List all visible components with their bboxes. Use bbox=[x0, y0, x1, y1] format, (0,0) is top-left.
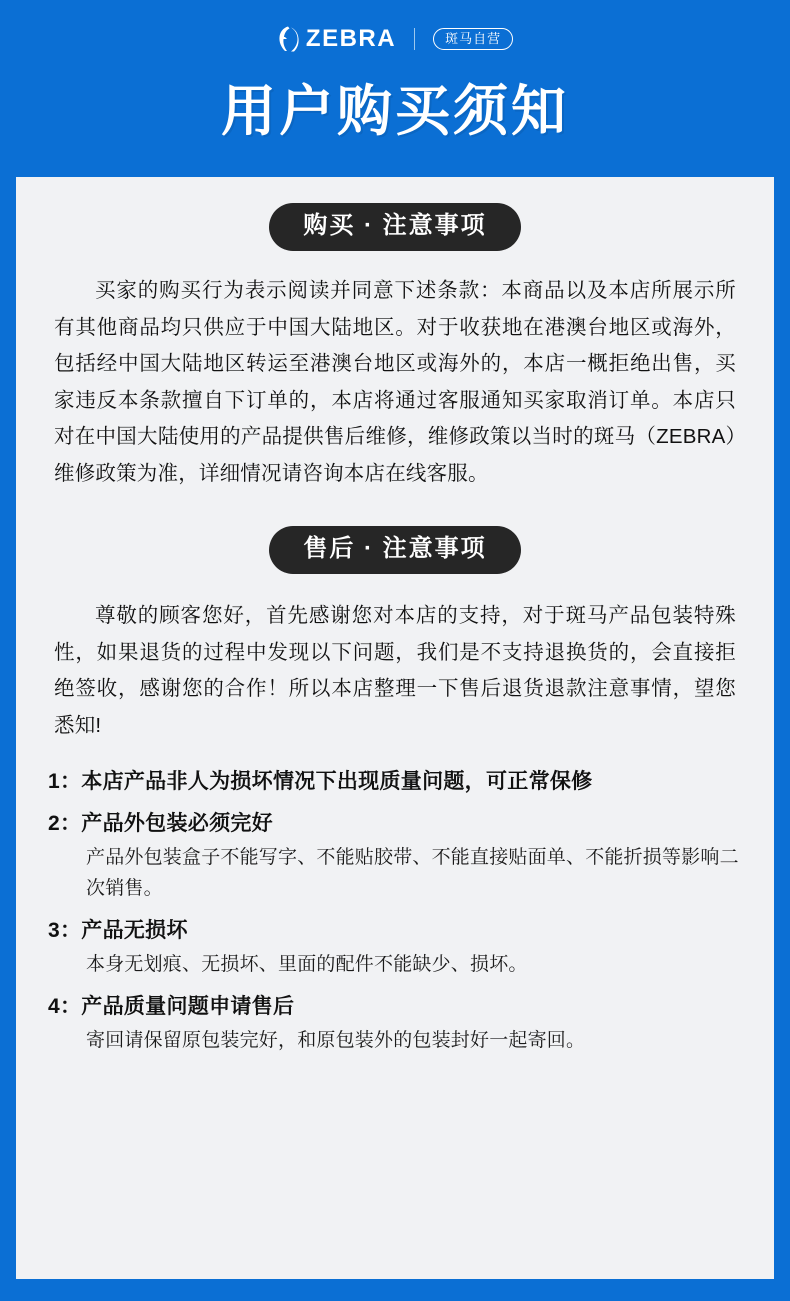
list-item bbox=[48, 766, 742, 798]
section-header-aftersale bbox=[42, 526, 748, 574]
aftersale-rules-list bbox=[48, 766, 742, 1057]
brand-bar bbox=[0, 0, 790, 78]
section-pill-label: 售后 · 注意事项 bbox=[269, 526, 520, 574]
aftersale-paragraph: 尊敬的顾客您好，首先感谢您对本店的支持，对于斑马产品包装特殊性，如果退货的过程中发现以下问题，我们是不支持退换货的，会直接拒绝签收，感谢您的合作！所以本店整理一下售后退货退款注意事情，望您悉知! bbox=[54, 604, 736, 737]
purchase-paragraph: 买家的购买行为表示阅读并同意下述条款：本商品以及本店所展示所有其他商品均只供应于中国大陆地区。对于收获地在港澳台地区或海外，包括经中国大陆地区转运至港澳台地区或海外的，本店一概拒绝出售，买家违反本条款擅自下订单的，本店将通过客服通知买家取消订单。本店只对在中国大陆使用的产品提供售后维修，维修政策以当时的斑马（ZEBRA）维修政策为准，详细情况请咨询本店在线客服。 bbox=[54, 279, 736, 485]
rule-detail: 寄回请保留原包装完好，和原包装外的包装封好一起寄回。 bbox=[86, 1030, 586, 1052]
rule-detail: 本身无划痕、无损坏、里面的配件不能缺少、损坏。 bbox=[86, 954, 528, 976]
section-pill-label: 购买 · 注意事项 bbox=[269, 203, 520, 251]
logo-divider bbox=[414, 28, 415, 50]
zebra-head-icon bbox=[277, 26, 299, 52]
list-item bbox=[48, 915, 742, 981]
page-title: 用户购买须知 bbox=[220, 80, 569, 142]
zebra-wordmark: ZEBRA bbox=[305, 25, 397, 52]
section-spacer bbox=[42, 492, 748, 526]
rule-detail: 产品外包装盒子不能写字、不能贴胶带、不能直接贴面单、不能折损等影响二次销售。 bbox=[86, 847, 739, 899]
list-item bbox=[48, 991, 742, 1057]
section-header-purchase bbox=[42, 203, 748, 251]
rule-heading: 3：产品无损坏 bbox=[48, 918, 188, 942]
rule-heading: 4：产品质量问题申请售后 bbox=[48, 994, 295, 1018]
self-run-badge: 斑马自营 bbox=[433, 28, 513, 50]
content-card bbox=[16, 177, 774, 1279]
list-item bbox=[48, 808, 742, 905]
zebra-logo bbox=[277, 26, 396, 52]
rule-heading: 1：本店产品非人为损坏情况下出现质量问题，可正常保修 bbox=[48, 770, 593, 794]
rule-heading: 2：产品外包装必须完好 bbox=[48, 811, 273, 835]
